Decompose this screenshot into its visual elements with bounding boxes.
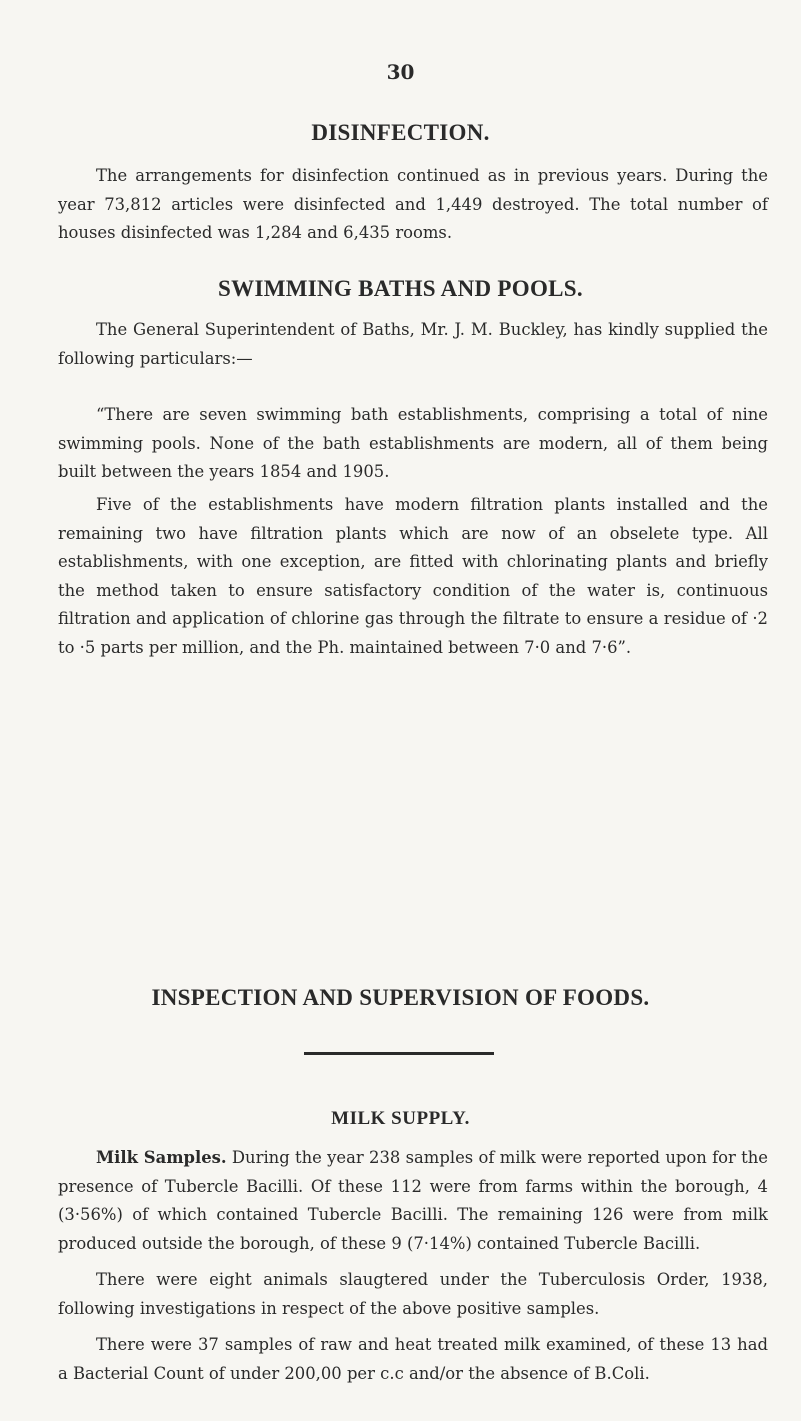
- paragraph-disinfection: The arrangements for disinfection continued as in previous years. During the year 73,812 articles were disinfected and 1,449 destroyed. The total number of houses disinfected was 1,284 and 6,435 rooms.: [58, 166, 768, 242]
- heading-disinfection: DISINFECTION.: [311, 120, 490, 145]
- divider-rule: [304, 1052, 494, 1055]
- heading-inspection-foods: INSPECTION AND SUPERVISION OF FOODS.: [151, 985, 650, 1010]
- page-number: 30: [386, 60, 415, 84]
- heading-swimming-baths: SWIMMING BATHS AND POOLS.: [218, 276, 583, 301]
- lead-milk-samples: Milk Samples.: [96, 1148, 227, 1167]
- paragraph-swimming-quote-2: Five of the establishments have modern filtration plants installed and the remaining two have filtration plants which are now of an obselete type. All establishments, with one exception, are fitted with chlorinating plants and briefly the method taken to ensure satisfactory condition of the water is, continuous filtration and application of chlorine gas through the filtrate to ensure a residue of ·2 to ·5 parts per million, and the Ph. maintained between 7·0 and 7·6”.: [58, 495, 768, 657]
- paragraph-milk-slaughter: There were eight animals slaugtered under the Tuberculosis Order, 1938, following investigations in respect of the above positive samples.: [58, 1270, 768, 1318]
- paragraph-swimming-quote-1: “There are seven swimming bath establishments, comprising a total of nine swimming pools. None of the bath establishments are modern, all of them being built between the years 1854 and 1905.: [58, 405, 768, 481]
- paragraph-swimming-intro: The General Superintendent of Baths, Mr. J. M. Buckley, has kindly supplied the following particulars:—: [58, 320, 768, 368]
- paragraph-milk-samples: [58, 1144, 768, 1258]
- heading-milk-supply: MILK SUPPLY.: [331, 1108, 470, 1129]
- paragraph-milk-samples-text: During the year 238 samples of milk were reported upon for the presence of Tubercle Bacilli. Of these 112 were from farms within the borough, 4 (3·56%) of which contained Tubercle Bacilli. The remaining 126 were from milk produced outside the borough, of these 9 (7·14%) contained Tubercle Bacilli.: [58, 1148, 768, 1253]
- paragraph-milk-bacterial: There were 37 samples of raw and heat treated milk examined, of these 13 had a Bacterial Count of under 200,00 per c.c and/or the absence of B.Coli.: [58, 1335, 768, 1383]
